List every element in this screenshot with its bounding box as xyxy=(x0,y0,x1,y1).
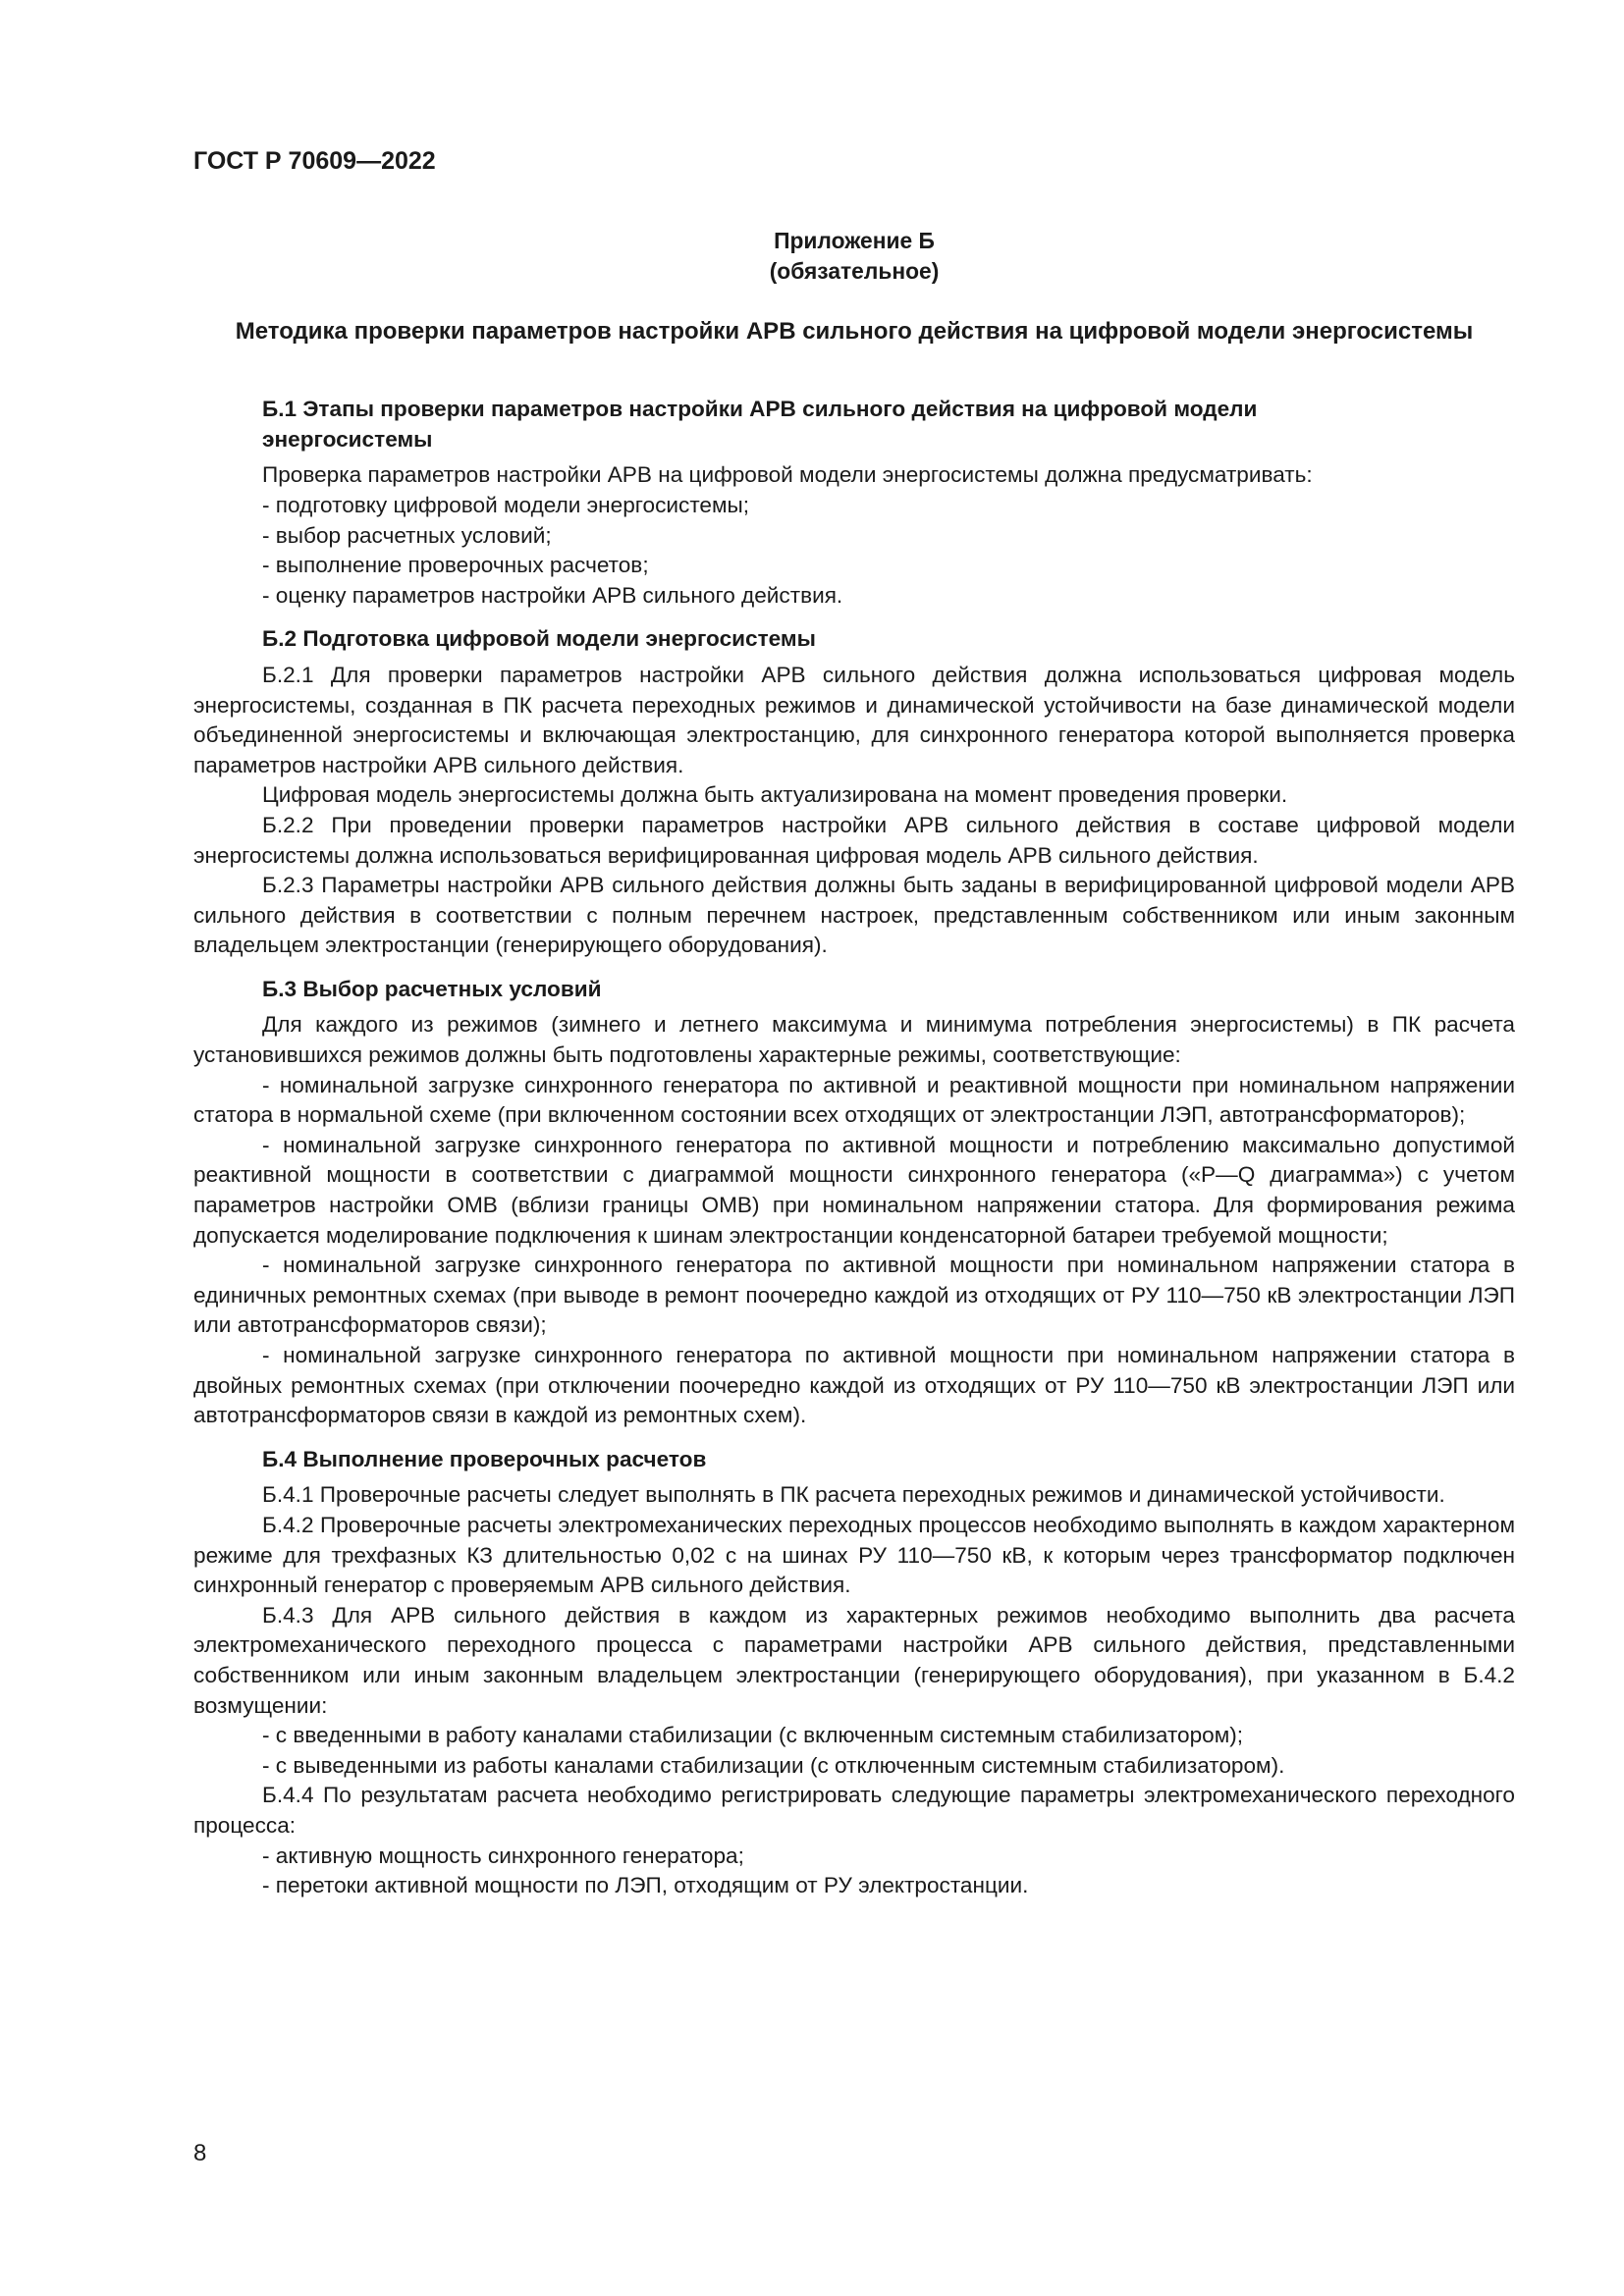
paragraph-b2-1: Б.2.1 Для проверки параметров настройки АРВ сильного действия должна использоваться цифровая модель энергосистемы, созданная в ПК расчета переходных режимов и динамической устойчивости на базе динамической модели объединенной энергосистемы и включающая электростанцию, для синхронного генератора которой выполняется проверка параметров настройки АРВ сильного действия. xyxy=(193,662,1515,777)
list-item: - номинальной загрузке синхронного генератора по активной мощности при номинальном напряжении статора в двойных ремонтных схемах (при отключении поочередно каждой из отходящих от РУ 110—750 кВ электростанции ЛЭП или автотрансформаторов связи в каждой из ремонтных схем). xyxy=(193,1343,1515,1428)
paragraph-b2-3: Б.2.3 Параметры настройки АРВ сильного действия должны быть заданы в верифицированной цифровой модели АРВ сильного действия в соответствии с полным перечнем настроек, представленным собственником или иным законным владельцем электростанции (генерирующего оборудования). xyxy=(193,873,1515,958)
list-item: - выполнение проверочных расчетов; xyxy=(262,553,649,578)
list-item: - выбор расчетных условий; xyxy=(262,522,552,548)
appendix-title: Методика проверки параметров настройки АРВ сильного действия на цифровой модели энергосистемы xyxy=(235,318,1474,346)
list-item: - номинальной загрузке синхронного генератора по активной мощности при номинальном напряжении статора в единичных ремонтных схемах (при выводе в ремонт поочередно каждой из отходящих от РУ 110—750 кВ электростанции ЛЭП или автотрансформаторов связи); xyxy=(193,1253,1515,1338)
paragraph-b4-1: Б.4.1 Проверочные расчеты следует выполнять в ПК расчета переходных режимов и динамической устойчивости. xyxy=(262,1482,1445,1508)
section-b2-heading: Б.2 Подготовка цифровой модели энергосистемы xyxy=(262,626,816,652)
appendix-label: Приложение Б xyxy=(774,228,935,253)
list-item: - номинальной загрузке синхронного генератора по активной и реактивной мощности при номинальном напряжении статора в нормальной схеме (при включенном состоянии всех отходящих от электростанции ЛЭП, автотрансформаторов); xyxy=(193,1072,1515,1128)
appendix-status: (обязательное) xyxy=(769,257,940,284)
document-content xyxy=(193,226,1515,1901)
page-number: 8 xyxy=(193,2140,207,2166)
section-b1-heading: Б.1 Этапы проверки параметров настройки АРВ сильного действия на цифровой модели энергосистемы xyxy=(262,397,1258,452)
paragraph-b3-intro: Для каждого из режимов (зимнего и летнего максимума и минимума потребления энергосистемы) в ПК расчета установившихся режимов должны быть подготовлены характерные режимы, соответствующие: xyxy=(193,1012,1515,1068)
list-item: - с введенными в работу каналами стабилизации (с включенным системным стабилизатором); xyxy=(262,1723,1244,1748)
paragraph-b4-2: Б.4.2 Проверочные расчеты электромеханических переходных процессов необходимо выполнять в каждом характерном режиме для трехфазных КЗ длительностью 0,02 с на шинах РУ 110—750 кВ, к которым через трансформатор подключен синхронный генератор с проверяемым АРВ сильного действия. xyxy=(193,1512,1515,1598)
list-item: - подготовку цифровой модели энергосистемы; xyxy=(262,492,750,517)
standard-code-header: ГОСТ Р 70609—2022 xyxy=(193,147,436,175)
list-item: - оценку параметров настройки АРВ сильного действия. xyxy=(262,582,843,608)
list-item: - с выведенными из работы каналами стабилизации (с отключенным системным стабилизатором). xyxy=(262,1752,1285,1778)
list-item: - номинальной загрузке синхронного генератора по активной мощности и потреблению максимально допустимой реактивной мощности в соответствии с диаграммой мощности синхронного генератора («P—Q диаграмма») с учетом параметров настройки ОМВ (вблизи границы ОМВ) при номинальном напряжении статора. Для формирования режима допускается моделирование подключения к шинам электростанции конденсаторной батареи требуемой мощности; xyxy=(193,1132,1515,1248)
paragraph-b2-2: Б.2.2 При проведении проверки параметров настройки АРВ сильного действия в составе цифровой модели энергосистемы должна использоваться верифицированная цифровая модель АРВ сильного действия. xyxy=(193,812,1515,868)
list-item: - перетоки активной мощности по ЛЭП, отходящим от РУ электростанции. xyxy=(262,1873,1029,1898)
section-b3-heading: Б.3 Выбор расчетных условий xyxy=(262,976,602,1001)
list-item: - активную мощность синхронного генератора; xyxy=(262,1842,744,1868)
paragraph-b4-3: Б.4.3 Для АРВ сильного действия в каждом из характерных режимов необходимо выполнить два расчета электромеханического переходного процесса с параметрами настройки АРВ сильного действия, представленными собственником или иным законным владельцем электростанции (генерирующего оборудования), при указанном в Б.4.2 возмущении: xyxy=(193,1602,1515,1718)
paragraph-b4-4: Б.4.4 По результатам расчета необходимо регистрировать следующие параметры электромеханического переходного процесса: xyxy=(193,1783,1515,1838)
section-b4-heading: Б.4 Выполнение проверочных расчетов xyxy=(262,1446,707,1471)
paragraph-b2-actual: Цифровая модель энергосистемы должна быть актуализирована на момент проведения проверки. xyxy=(262,782,1288,808)
section-b1-intro: Проверка параметров настройки АРВ на цифровой модели энергосистемы должна предусматривать: xyxy=(262,462,1313,488)
